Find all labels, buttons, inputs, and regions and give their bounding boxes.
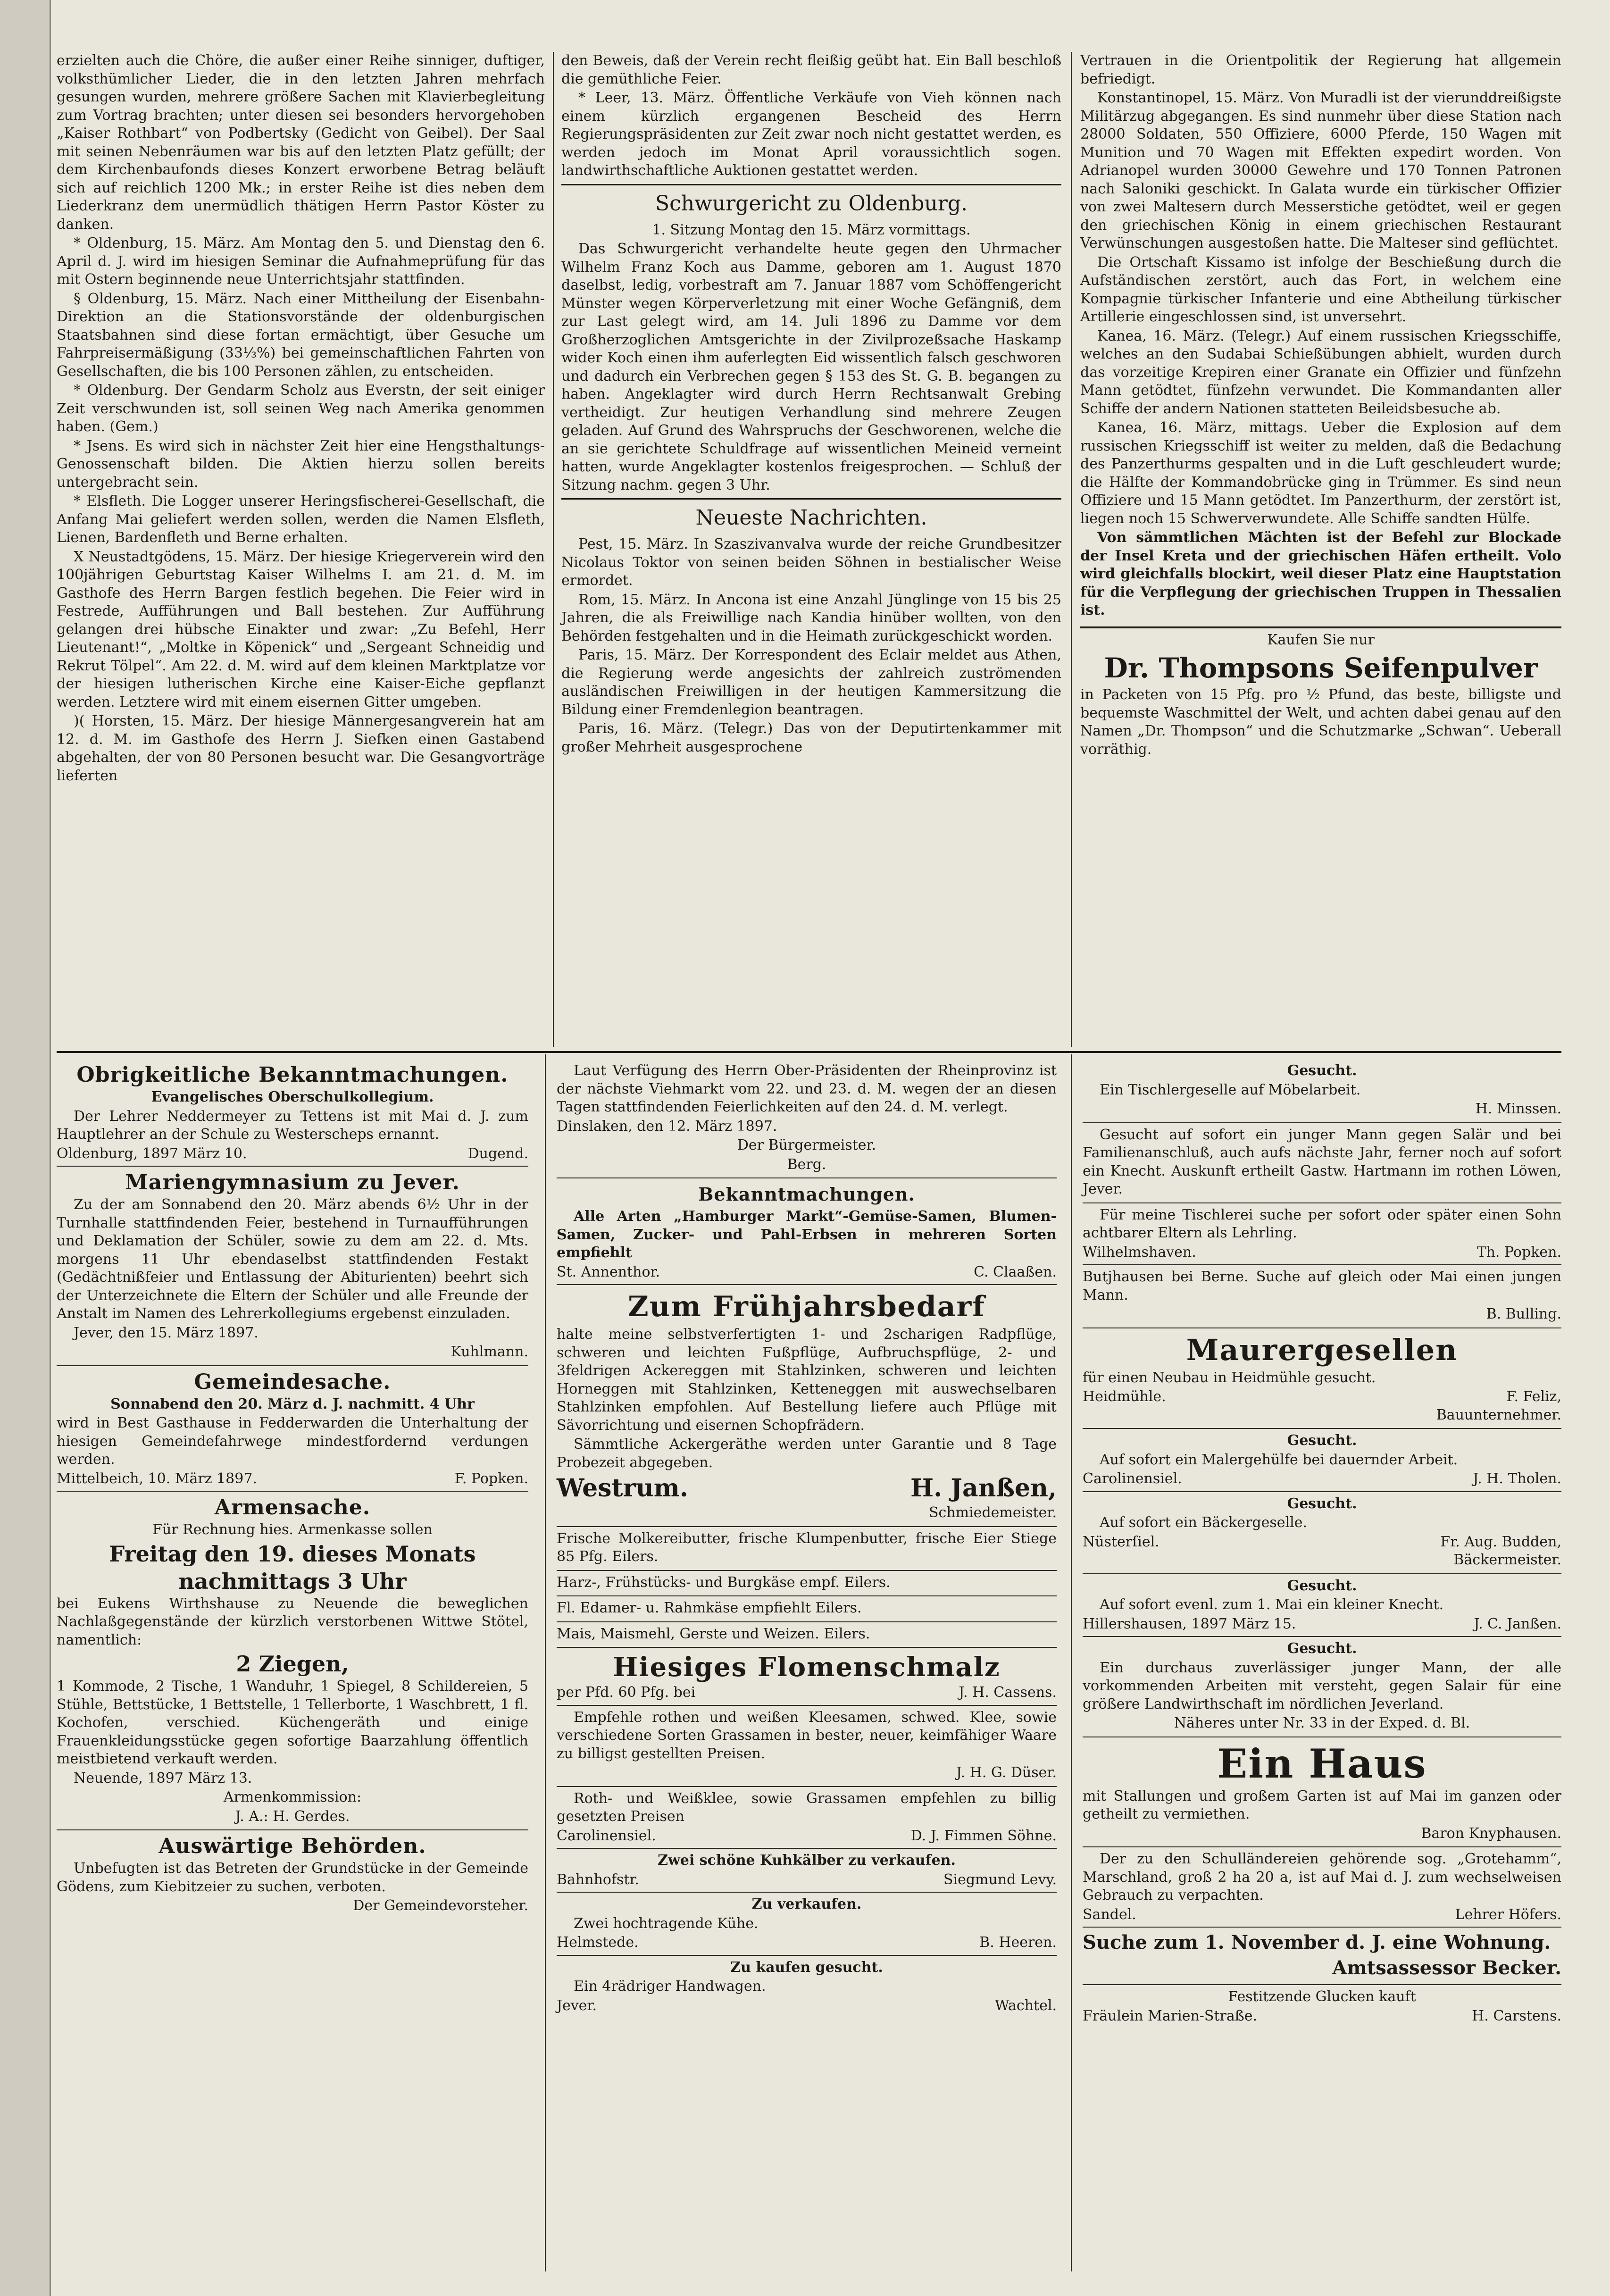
house-text: mit Stallungen und großem Garten ist auf Mai im ganzen oder getheilt zu vermiethen. [1083,1787,1561,1822]
wanted-6-text: Auf sofort ein Bäckergeselle. [1100,1514,1307,1531]
external-authorities-text: Unbefugten ist das Betreten der Grundstücke in der Gemeinde Gödens, zum Kiebitzeier zu suchen, verboten. [57,1860,528,1895]
article-blockade: Von sämmtlichen Mächten ist der Befehl zur Blockade der Insel Kreta und der griechischen Häfen ertheilt. Volo wird gleichfalls blockirt, weil dieser Platz eine Hauptstation für die Verpflegung der griechischen Truppen in Thessalien ist. [1080,529,1561,618]
adjacent-page-edge [0,0,51,2296]
for-sale-sign: B. Heeren. [979,1934,1057,1951]
wanted-6-sign-2: Bäckermeister. [1453,1552,1561,1568]
wanted-5-sign: J. H. Tholen. [1473,1470,1561,1487]
wanted-3-text: Für meine Tischlerei suche per sofort oder später einen Sohn achtbarer Eltern als Lehrling. [1083,1206,1561,1241]
wanted-6-title: Gesucht. [1287,1495,1357,1512]
apartment-text: Suche zum 1. November d. J. eine Wohnung. [1083,1931,1551,1954]
news-paris-2: Paris, 16. März. (Telegr.) Das von der Deputirtenkammer mit großer Mehrheit ausgesprochene [561,720,1061,755]
for-sale-place: Helmstede. [557,1934,639,1951]
official-notice-text: Der Lehrer Neddermeyer zu Tettens ist mit Mai d. J. zum Hauptlehrer an der Schule zu Westerscheps ernannt. [57,1108,528,1143]
wanted-1-title: Gesucht. [1287,1062,1357,1079]
seeds-ad-sign: C. Claaßen. [974,1263,1057,1280]
article-kanea-2: Kanea, 16. März, mittags. Ueber die Explosion auf dem russischen Kriegsschiff ist weiter zu melden, daß die Bedachung des Panzerthurms gespalten und in die Luft geschleudert wurde; die Hälfte der Kommandobrücke ging in Trümmer. Es sind neun Offiziere und 15 Mann getödtet. Im Panzerthurm, der zerstört ist, liegen noch 15 Schwerverwundete. Alle Schiffe sandten Hülfe. [1080,419,1561,527]
clover-ad-text: Empfehle rothen und weißen Kleesamen, schwed. Klee, sowie verschiedene Sorten Grassamen in bester, neuer, keimfähiger Waare zu billigst gestellten Preisen. [557,1709,1057,1762]
wanted-4-sign: B. Bulling. [1486,1306,1561,1322]
wanted-5-text: Auf sofort ein Malergehülfe bei dauernder Arbeit. [1100,1451,1458,1468]
poor-relief-pre: Für Rechnung hies. Armenkasse sollen [152,1521,433,1538]
wanted-5-title: Gesucht. [1287,1432,1357,1449]
soap-advertisement [1080,626,1561,759]
announcements-title: Bekanntmachungen. [698,1184,915,1205]
poor-relief-items: 1 Kommode, 2 Tische, 1 Wanduhr, 1 Spiegel, 8 Schildereien, 5 Stühle, Bettstücke, 1 Bettstelle, 1 Tellerborte, 1 Waschbrett, 1 fl. Kochofen, verschied. Küchengeräth und einige Frauenkleidungsstücke gegen sofortige Baarzahlung öffentlich meistbietend verkauft werden. [57,1678,528,1767]
lard-text: per Pfd. 60 Pfg. bei [557,1684,696,1701]
court-section-title: Schwurgericht zu Oldenburg. [655,191,968,216]
school-land-text: Der zu den Schulländereien gehörende sog. „Grotehamm“, Marschland, groß 2 ha 20 a, ist auf Mai d. J. zum wechselweisen Gebrauch zu verpachten. [1083,1851,1561,1904]
wanted-6-sign-1: Fr. Aug. Budden, [1440,1533,1561,1550]
poor-relief-sign-1: Armenkommission: [223,1789,362,1805]
masons-text: für einen Neubau in Heidmühle gesucht. [1083,1369,1376,1386]
wanted-3-sign: Th. Popken. [1477,1244,1561,1261]
calves-place: Bahnhofstr. [557,1871,640,1888]
lard-title: Hiesiges Flomenschmalz [613,1652,1001,1683]
official-notices-sub: Evangelisches Oberschulkollegium. [151,1089,434,1105]
redclover-ad-place: Carolinensiel. [557,1827,656,1844]
wanted-to-buy-title: Zu kaufen gesucht. [730,1959,883,1976]
column-divider [1071,52,1072,1047]
hens-sign: H. Carstens. [1472,2007,1561,2024]
article-neustadtgoedens: X Neustadtgödens, 15. März. Der hiesige Kriegerverein wird den 100jährigen Geburtstag Kaiser Wilhelms I. am 21. d. M. im Gasthofe des Herrn Bargen festlich begehen. Die Feier wird in Festrede, Aufführungen und Ball bestehen. Zur Aufführung gelangen drei hübsche Einakter und zwar: „Zu Befehl, Herr Lieutenant!“, „Moltke in Köpenick“ und „Sergeant Schneidig und Rekrut Tölpel“. Am 22. d. M. wird auf dem kleinen Marktplatze vor der hiesigen lutherischen Kirche eine Kaiser-Eiche gepflanzt werden. Letztere wird mit einem eisernen Gitter umgeben. [57,548,545,710]
column-divider [545,1054,546,2271]
official-notices-title: Obrigkeitliche Bekanntmachungen. [76,1063,509,1087]
wanted-2-text: Gesucht auf sofort ein junger Mann gegen Salär und bei Familienanschluß, auch aufs nächste Jahr, ferner noch auf sofort ein Knecht. Auskunft ertheilt Gastw. Hartmann im rothen Löwen, Jever. [1083,1126,1561,1197]
top-column-3 [1080,52,1561,760]
apartment-sign: Amtsassessor Becker. [1332,1957,1561,1979]
column-divider [1071,1054,1072,2271]
masons-place: Heidmühle. [1083,1388,1166,1405]
lard-sign: J. H. Cassens. [959,1684,1057,1701]
community-sign: F. Popken. [454,1470,528,1487]
community-place: Mittelbeich, 10. März 1897. [57,1470,257,1487]
for-sale-text: Zwei hochtragende Kühe. [574,1915,759,1932]
article-choir: erzielten auch die Chöre, die außer einer Reihe sinniger, duftiger, volksthümlicher Lieder, die in den letzten Jahren mehrfach gesungen wurden, mehrere größere Sachen mit Klavierbegleitung zum Vortrag brachten; unter diesen sei besonders hervorgehoben „Kaiser Rothbart“ von Podbertsky (Gedicht von Geibel). Der Saal mit seinen Nebenräumen war bis auf den letzten Platz gefüllt; der dem Kirchenbaufonds dieses Konzert erworbene Betrag beläuft sich auf reichlich 1200 Mk.; in erster Reihe ist dies neben dem Liederkranz dem unermüdlich thätigen Herrn Pastor Köster zu danken. [57,52,545,233]
wanted-5-place: Carolinensiel. [1083,1470,1182,1487]
article-leer: * Leer, 13. März. Öffentliche Verkäufe von Vieh können nach einem kürzlich ergangenen Bescheid des Herrn Regierungspräsidenten zur Zeit zwar noch nicht gestattet werden, es werden jedoch im Monat April voraussichtlich sogen. landwirthschaftliche Auktionen gestattet werden. [561,90,1061,179]
eilers-ad-3: Fl. Edamer- u. Rahmkäse empfiehlt Eilers. [557,1600,862,1616]
clover-ad-sign: J. H. G. Düser. [956,1764,1057,1781]
court-subtitle: 1. Sitzung Montag den 15. März vormittags. [652,221,971,238]
wanted-to-buy-text: Ein 4rädriger Handwagen. [574,1978,766,1995]
wanted-to-buy-sign: Wachtel. [994,1997,1057,2014]
seeds-ad-place: St. Annenthor. [557,1263,660,1280]
community-date: Sonnabend den 20. März d. J. nachmitt. 4 Uhr [110,1395,475,1412]
seeds-ad-text: Alle Arten „Hamburger Markt“-Gemüse-Samen, Blumen-Samen, Zucker- und Pahl-Erbsen in mehreren Sorten empfiehlt [557,1208,1057,1261]
spring-needs-text: halte meine selbstverfertigten 1- und 2scharigen Radpflüge, schweren und leichten Fußpflüge, Aufbruchspflüge, 2- und 3feldrigen Ackereggen mit Stahlzinken, schweren und leichten Horneggen mit Stahlzinken, Ketteneggen mit auswechselbaren Stahlzinken empfohlen. Auf Bestellung liefere auch Pflüge mit Sävorrichtung und eisernen Schopfrädern. [557,1326,1057,1434]
poor-relief-place: Neuende, 1897 März 13. [74,1770,252,1787]
gymnasium-place: Jever, den 15. März 1897. [74,1324,259,1341]
eilers-ad-1: Frische Molkereibutter, frische Klumpenbutter, frische Eier Stiege 85 Pfg. Eilers. [557,1530,1057,1565]
spring-needs-text-2: Sämmtliche Ackergeräthe werden unter Garantie und 8 Tage Probezeit abgegeben. [557,1436,1057,1471]
hens-text: Festitzende Glucken kauft [1228,1988,1416,2005]
cattle-market-place: Dinslaken, den 12. März 1897. [557,1118,777,1135]
wanted-8-text: Ein durchaus zuverlässiger junger Mann, der alle vorkommenden Arbeiten mit versteht, gegen Salair für eine größere Landwirthschaft im nördlichen Jeverland. [1083,1659,1561,1712]
house-title: Ein Haus [1217,1740,1427,1787]
wanted-8-info: Näheres unter Nr. 33 in der Exped. d. Bl. [1174,1715,1470,1731]
soap-text: in Packeten von 15 Pfg. pro ½ Pfund, das beste, billigste und bequemste Waschmittel der Welt, und achten dabei genau auf den Namen „Dr. Thompson“ und die Schutzmarke „Schwan“. Ueberall vorräthig. [1080,686,1561,758]
news-paris-1: Paris, 15. März. Der Korrespondent des Eclair meldet aus Athen, die Regierung werde angesichts der zahlreich zuströmenden ausländischen Freiwilligen in der heutigen Kammersitzung die Bildung einer Fremdenlegion beantragen. [561,647,1061,718]
gymnasium-sign: Kuhlmann. [450,1344,528,1360]
official-notice-sign: Dugend. [467,1145,528,1162]
divider [561,498,1061,500]
article-kissamo: Die Ortschaft Kissamo ist infolge der Beschießung durch die Aufständischen zerstört, auch das Fort, in welchem eine Kompagnie türkischer Infanterie und eine Abtheilung türkischer Artillerie eingeschlossen sind, ist unversehrt. [1080,254,1561,325]
masons-sign-2: Bauunternehmer. [1436,1406,1561,1423]
article-horsten: )( Horsten, 15. März. Der hiesige Männergesangverein hat am 12. d. M. im Gasthofe des Herrn J. Siefken einen Gastabend abgehalten, der von 80 Personen besucht war. Die Gesangvorträge lieferten [57,713,545,784]
external-authorities-sign: Der Gemeindevorsteher. [353,1897,528,1914]
spring-needs-place: Westrum. [557,1474,688,1503]
eilers-ad-2: Harz-, Frühstücks- und Burgkäse empf. Eilers. [557,1574,891,1591]
for-sale-title: Zu verkaufen. [751,1896,862,1912]
wanted-4-text: Butjhausen bei Berne. Suche auf gleich oder Mai einen jungen Mann. [1083,1269,1561,1303]
poor-relief-date: Freitag den 19. dieses Monats nachmittags 3 Uhr [109,1541,476,1594]
cattle-market-sign-1: Der Bürgermeister. [737,1137,876,1153]
house-sign: Baron Knyphausen. [1421,1825,1561,1842]
cattle-market-sign-2: Berg. [787,1156,826,1173]
wanted-6-place: Nüsterſiel. [1083,1533,1160,1550]
redclover-ad-sign: D. J. Fimmen Söhne. [910,1827,1057,1844]
article-konstantinopel: Konstantinopel, 15. März. Von Muradli ist der vierunddreißigste Militärzug abgegangen. Es sind nunmehr über diese Station nach 28000 Soldaten, 550 Offiziere, 6000 Pferde, 150 Wagen mit Munition und 70 Wagen mit Effekten expedirt worden. Von Adrianopel wurden 30000 Gewehre und 170 Tonnen Patronen nach Saloniki geschickt. In Galata wurde ein türkischer Offizier von zwei Maltesern durch Messerstiche getödtet, weil er gegen den griechischen König in einem griechischen Restaurant Verwünschungen ausgestoßen hatte. Die Malteser sind geflüchtet. [1080,90,1561,251]
wanted-7-title: Gesucht. [1287,1577,1357,1594]
divider [561,184,1061,185]
community-title: Gemeindesache. [194,1369,391,1394]
wanted-8-title: Gesucht. [1287,1640,1357,1657]
school-land-place: Sandel. [1083,1906,1136,1923]
redclover-ad-text: Roth- und Weißklee, sowie Grassamen empfehlen zu billig gesetzten Preisen [557,1790,1057,1825]
wanted-1-sign: H. Minssen. [1475,1101,1561,1117]
soap-title: Dr. Thompsons Seifenpulver [1104,652,1538,684]
calves-title: Zwei schöne Kuhkälber zu verkaufen. [658,1852,956,1869]
ads-column-2 [557,1059,1057,2018]
school-land-sign: Lehrer Höfers. [1455,1906,1561,1923]
spring-needs-sign: H. Janßen, [910,1474,1057,1503]
gymnasium-text: Zu der am Sonnabend den 20. März abends 6½ Uhr in der Turnhalle stattfindenden Feier, bestehend in Turnaufführungen und Deklamation der Schüler, sowie zu dem am 22. d. Mts. morgens 11 Uhr ebendaselbst stattfindenden Festakt (Gedächtnißfeier und Entlassung der Abiturienten) beehrt sich der Unterzeichnete die Eltern der Schüler und alle Freunde der Anstalt im Namen des Lehrerkollegiums ergebenst einzuladen. [57,1196,528,1322]
masons-title: Maurergesellen [1186,1332,1458,1367]
external-authorities-title: Auswärtige Behörden. [158,1834,426,1858]
ads-column-3 [1083,1059,1561,2028]
poor-relief-title: Armensache. [214,1495,371,1520]
cattle-market-text: Laut Verfügung des Herrn Ober-Präsidenten der Rheinprovinz ist der nächste Viehmarkt vom 22. und 23. d. M. wegen der an diesen Tagen stattfindenden Feierlichkeiten auf den 24. d. M. verlegt. [557,1062,1057,1115]
spring-needs-title: Zum Frühjahrsbedarf [627,1290,986,1323]
poor-relief-text: bei Eukens Wirthshause zu Neuende die beweglichen Nachlaßgegenstände der kürzlich verstorbenen Wittwe Stötel, namentlich: [57,1595,528,1648]
poor-relief-goats: 2 Ziegen, [236,1651,349,1677]
poor-relief-sign-2: J. A.: H. Gerdes. [235,1808,350,1825]
hens-place: Fräulein Marien-Straße. [1083,2007,1258,2024]
article-orient: Vertrauen in die Orientpolitik der Regierung hat allgemein befriedigt. [1080,52,1561,87]
article-oldenburg-railway: § Oldenburg, 15. März. Nach einer Mittheilung der Eisenbahn-Direktion an die Stationsvorstände der oldenburgischen Staatsbahnen sind diese fortan ermächtigt, über Gesuche um Fahrpreisermäßigung (33⅓%) bei gemeinschaftlichen Fahrten von Gesellschaften, die bis 100 Personen zählen, zu entscheiden. [57,290,545,380]
article-oldenburg-gendarm: * Oldenburg. Der Gendarm Scholz aus Everstn, der seit einiger Zeit verschwunden ist, soll seinen Weg nach Amerika genommen haben. (Gem.) [57,382,545,435]
court-report: Das Schwurgericht verhandelte heute gegen den Uhrmacher Wilhelm Franz Koch aus Damme, geboren am 1. August 1870 daselbst, ledig, vorbestraft am 7. Januar 1887 vom Schöffengericht Münster wegen Körperverletzung mit einer Woche Gefängniß, dem zur Last gelegt wird, am 14. Juli 1896 zu Damme vor dem Großherzoglichen Amtsgerichte in der Zivilprozeßsache Haskamp wider Koch einen ihm auferlegten Eid wissentlich falsch geschworen und dadurch ein Verbrechen gegen § 153 des St. G. B. begangen zu haben. Angeklagter wird durch Herrn Rechtsanwalt Grebing vertheidigt. Zur heutigen Verhandlung sind mehrere Zeugen geladen. Auf Grund des Wahrspruchs der Geschworenen, welche die an sie gerichtete Schuldfrage auf wissentlichen Meineid verneint hatten, wurde Angeklagter kostenlos freigesprochen. — Schluß der Sitzung nachm. gegen 3 Uhr. [561,241,1061,493]
news-pest: Pest, 15. März. In Szaszivanvalva wurde der reiche Grundbesitzer Nicolaus Toktor von seinen beiden Söhnen in bestialischer Weise ermordet. [561,536,1061,589]
article-continuation: den Beweis, daß der Verein recht fleißig geübt hat. Ein Ball beschloß die gemüthliche Feier. [561,52,1061,87]
wanted-1-text: Ein Tischlergeselle auf Möbelarbeit. [1100,1081,1361,1098]
community-text: wird in Best Gasthause in Fedderwarden die Unterhaltung der hiesigen Gemeindefahrwege mindestfordernd verdungen werden. [57,1415,528,1468]
wanted-3-place: Wilhelmshaven. [1083,1244,1196,1261]
calves-sign: Siegmund Levy. [943,1871,1057,1888]
wanted-to-buy-place: Jever. [557,1997,597,2014]
article-kanea-1: Kanea, 16. März. (Telegr.) Auf einem russischen Kriegsschiffe, welches an den Sudabai Schießübungen abhielt, wurden durch das vorzeitige Krepiren einer Granate ein Offizier und fünfzehn Mann getödtet, fünfzehn verwundet. Die Kommandanten aller Schiffe der andern Nationen statteten Beileidsbesuche ab. [1080,327,1561,417]
column-divider [553,52,554,1047]
spring-needs-sign-2: Schmiedemeister. [928,1504,1057,1521]
wanted-7-text: Auf sofort evenl. zum 1. Mai ein kleiner Knecht. [1100,1596,1444,1613]
wanted-7-sign: J. C. Janßen. [1474,1615,1561,1632]
news-rom: Rom, 15. März. In Ancona ist eine Anzahl Jünglinge von 15 bis 25 Jahren, die als Freiwillige nach Kandia hinüber wollten, von den Behörden festgehalten und in die Heimath zurückgeschickt worden. [561,591,1061,644]
article-jsens: * Jsens. Es wird sich in nächster Zeit hier eine Hengsthaltungs-Genossenschaft bilden. Die Aktien hierzu sollen bereits untergebracht sein. [57,437,545,491]
wanted-7-place: Hillershausen, 1897 März 15. [1083,1615,1296,1632]
soap-pre: Kaufen Sie nur [1267,631,1375,648]
eilers-ad-4: Mais, Maismehl, Gerste und Weizen. Eilers. [557,1625,870,1642]
article-oldenburg-seminar: * Oldenburg, 15. März. Am Montag den 5. und Dienstag den 6. April d. J. wird im hiesigen Seminar die Aufnahmeprüfung für das mit Ostern beginnende neue Unterrichtsjahr stattfinden. [57,235,545,288]
top-column-2 [561,52,1061,757]
official-notice-place: Oldenburg, 1897 März 10. [57,1145,247,1162]
top-column-1 [57,52,545,786]
news-section-title: Neueste Nachrichten. [695,506,927,530]
newspaper-page [57,52,1561,2279]
article-elsfleth: * Elsfleth. Die Logger unserer Heringsfischerei-Gesellschaft, die Anfang Mai geliefert werden sollen, werden die Namen Elsfleth, Lienen, Bardenfleth und Berne erhalten. [57,493,545,546]
ads-column-1 [57,1059,528,1919]
gymnasium-title: Mariengymnasium zu Jever. [125,1170,460,1194]
section-rule [57,1051,1561,1053]
masons-sign-1: F. Feliz, [1506,1388,1561,1405]
